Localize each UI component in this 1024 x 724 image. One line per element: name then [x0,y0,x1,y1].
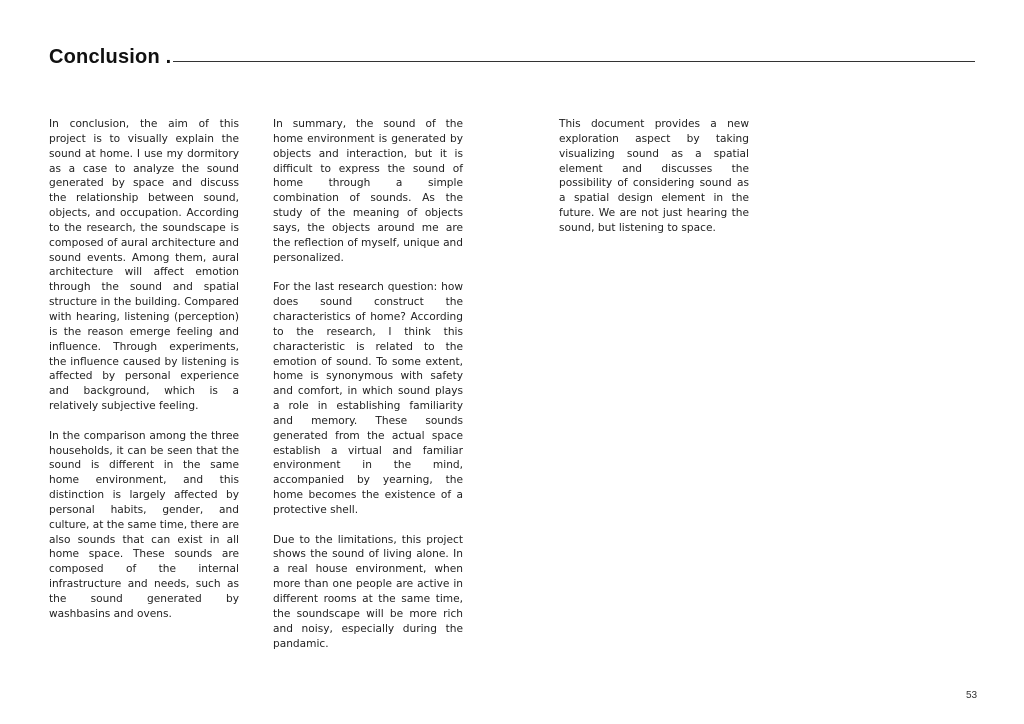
paragraph: In summary, the sound of the home environment is generated by objects and interaction, but it is difficult to express the sound of home through a simple combination of sounds. As the study of the meaning of objects says, the objects around me are the reflection of myself, unique and personalized. [273,118,463,264]
text-column-3 [559,117,749,251]
title-rule [173,61,975,62]
text-column-1 [49,117,239,637]
paragraph: In conclusion, the aim of this project is to visually explain the sound at home. I use my dormitory as a case to analyze the sound generated by space and discuss the relationship between sound, objects, and occupation. According to the research, the soundscape is composed of aural architecture and sound events. Among them, aural architecture will affect emotion through the sound and spatial structure in the building. Compared with hearing, listening (perception) is the reason emerge feeling and influence. Through experiments, the influence caused by listening is affected by personal experience and background, which is a relatively subjective feeling. [49,118,239,413]
page-title-text: Conclusion [49,46,160,68]
paragraph: For the last research question: how does sound construct the characteristics of home? According to the research, I think this characteristic is related to the emotion of sound. To some extent, home is synonymous with safety and comfort, in which sound plays a role in establishing familiarity and memory. These sounds generated from the actual space establish a virtual and familiar environment in the mind, accompanied by yearning, the home becomes the existence of a protective shell. [273,281,463,516]
page-title [49,46,171,69]
paragraph: Due to the limitations, this project shows the sound of living alone. In a real house environment, when more than one people are active in different rooms at the same time, the soundscape will be more rich and noisy, especially during the pandamic. [273,533,463,650]
text-column-2 [273,117,463,666]
page-number: 53 [966,690,978,701]
paragraph: In the comparison among the three households, it can be seen that the sound is different in the same home environment, and this distinction is largely affected by personal habits, gender, and culture, at the same time, there are also sounds that can exist in all home space. These sounds are composed of the internal infrastructure and needs, such as the sound generated by washbasins and ovens. [49,429,239,620]
paragraph: This document provides a new exploration aspect by taking visualizing sound as a spatial element and discusses the possibility of considering sound as a spatial design element in the future. We are not just hearing the sound, but listening to space. [559,118,749,234]
page-title-suffix: . [159,46,172,68]
